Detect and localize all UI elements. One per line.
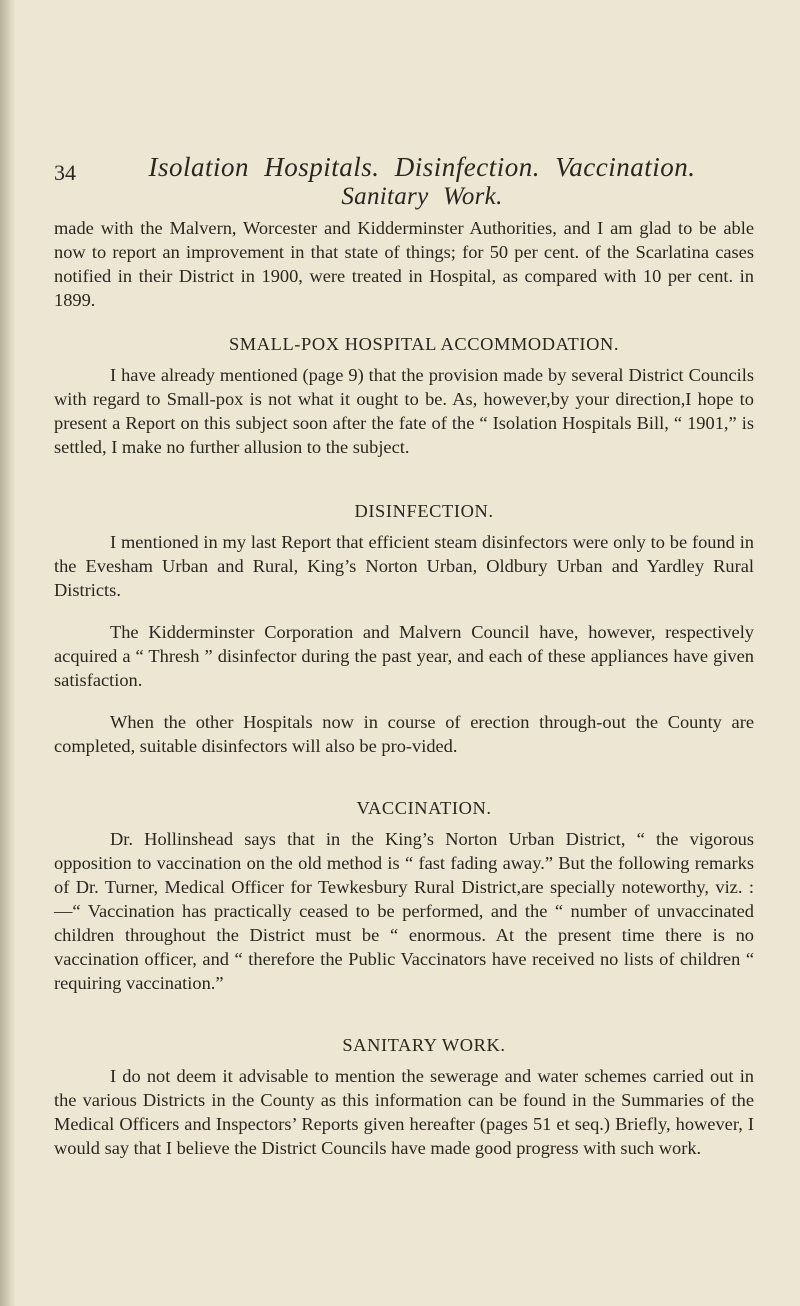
disinfection-paragraph-3: When the other Hospitals now in course of erection through-out the County are completed, suitable disinfectors will also be pro-vided. (54, 712, 754, 756)
smallpox-paragraph: I have already mentioned (page 9) that the provision made by several District Councils with regard to Small-pox is not what it ought to be. As, however,by your direction,I hope to present a Report on this subject soon after the fate of the “ Isolation Hospitals Bill, “ 1901,” is settled, I make no further allusion to the subject. (54, 365, 754, 457)
book-page (54, 150, 754, 1160)
running-head (54, 150, 754, 208)
running-title-sub: Sanitary Work. (341, 183, 503, 210)
sanitary-paragraph: I do not deem it advisable to mention the sewerage and water schemes carried out in the various Districts in the County as this information can be found in the Summaries of the Medical Officers and Inspectors’ Reports given hereafter (pages 51 et seq.) Briefly, however, I would say that I believe the District Councils have made good progress with such work. (54, 1066, 754, 1158)
disinfection-paragraph-1: I mentioned in my last Report that efficient steam disinfectors were only to be found in the Evesham Urban and Rural, King’s Norton Urban, Oldbury Urban and Yardley Rural Districts. (54, 532, 754, 600)
disinfection-paragraph-2: The Kidderminster Corporation and Malvern Council have, however, respectively acquired a “ Thresh ” disinfector during the past year, and each of these appliances have given satisfaction. (54, 622, 754, 690)
vaccination-paragraph: Dr. Hollinshead says that in the King’s Norton Urban District, “ the vigorous opposition to vaccination on the old method is “ fast fading away.” But the following remarks of Dr. Turner, Medical Officer for Tewkesbury Rural District,are specially noteworthy, viz. :—“ Vaccination has practically ceased to be performed, and the “ number of unvaccinated children throughout the District must be “ enormous. At the present time there is no vaccination officer, and “ therefore the Public Vaccinators have received no lists of children “ requiring vaccination.” (54, 829, 754, 993)
running-title (102, 152, 742, 212)
disinfection-heading: DISINFECTION. (354, 501, 494, 521)
binding-edge (0, 0, 16, 1306)
running-title-main: Isolation Hospitals. Disinfection. Vaccination. (148, 152, 696, 182)
smallpox-heading: SMALL-POX HOSPITAL ACCOMMODATION. (228, 334, 620, 354)
sanitary-heading: SANITARY WORK. (342, 1035, 506, 1055)
intro-paragraph: made with the Malvern, Worcester and Kidderminster Authorities, and I am glad to be able now to report an improvement in that state of things; for 50 per cent. of the Scarlatina cases notified in their District in 1900, were treated in Hospital, as compared with 10 per cent. in 1899. (54, 218, 754, 310)
page-number: 34 (54, 160, 76, 185)
vaccination-heading: VACCINATION. (356, 798, 492, 818)
